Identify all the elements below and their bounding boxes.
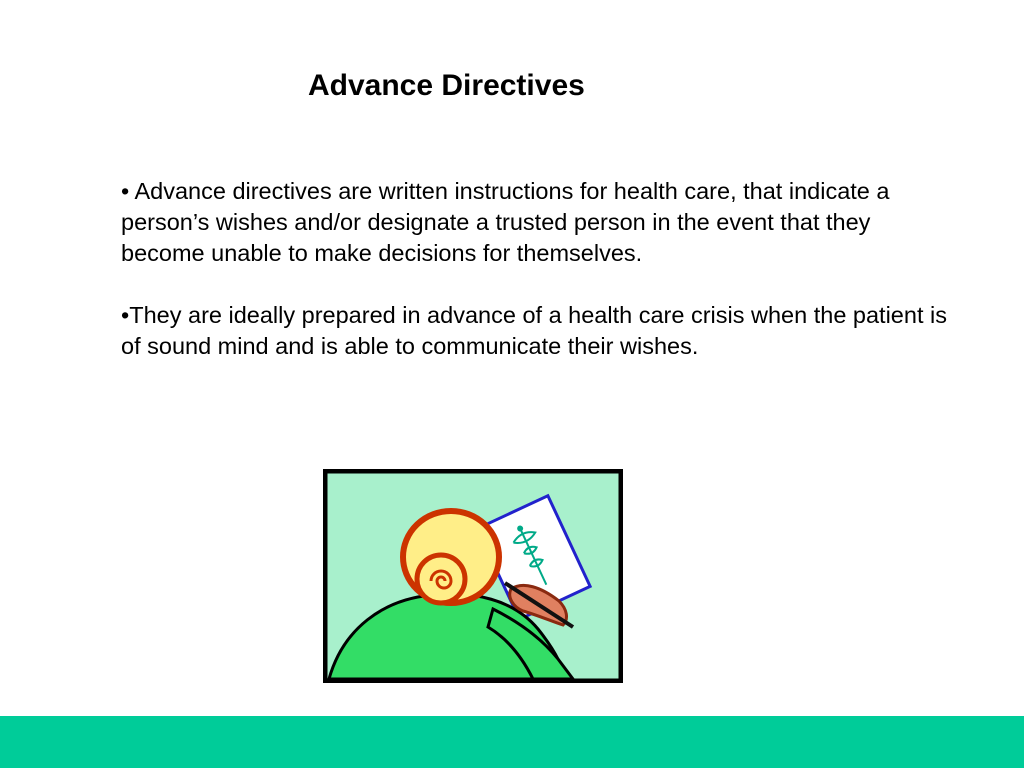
person-writing-document-icon [323,469,623,683]
bullet-preparation: •They are ideally prepared in advance of a health care crisis when the patient is of sound mind and is able to communicate their wishes. [121,302,947,359]
bullet-definition: • Advance directives are written instructions for health care, that indicate a person’s wishes and/or designate a trusted person in the event that they become unable to make decisions for themselves. [121,178,890,266]
slide-body [121,176,951,393]
slide-title: Advance Directives [308,69,585,102]
footer-accent-bar [0,716,1024,768]
